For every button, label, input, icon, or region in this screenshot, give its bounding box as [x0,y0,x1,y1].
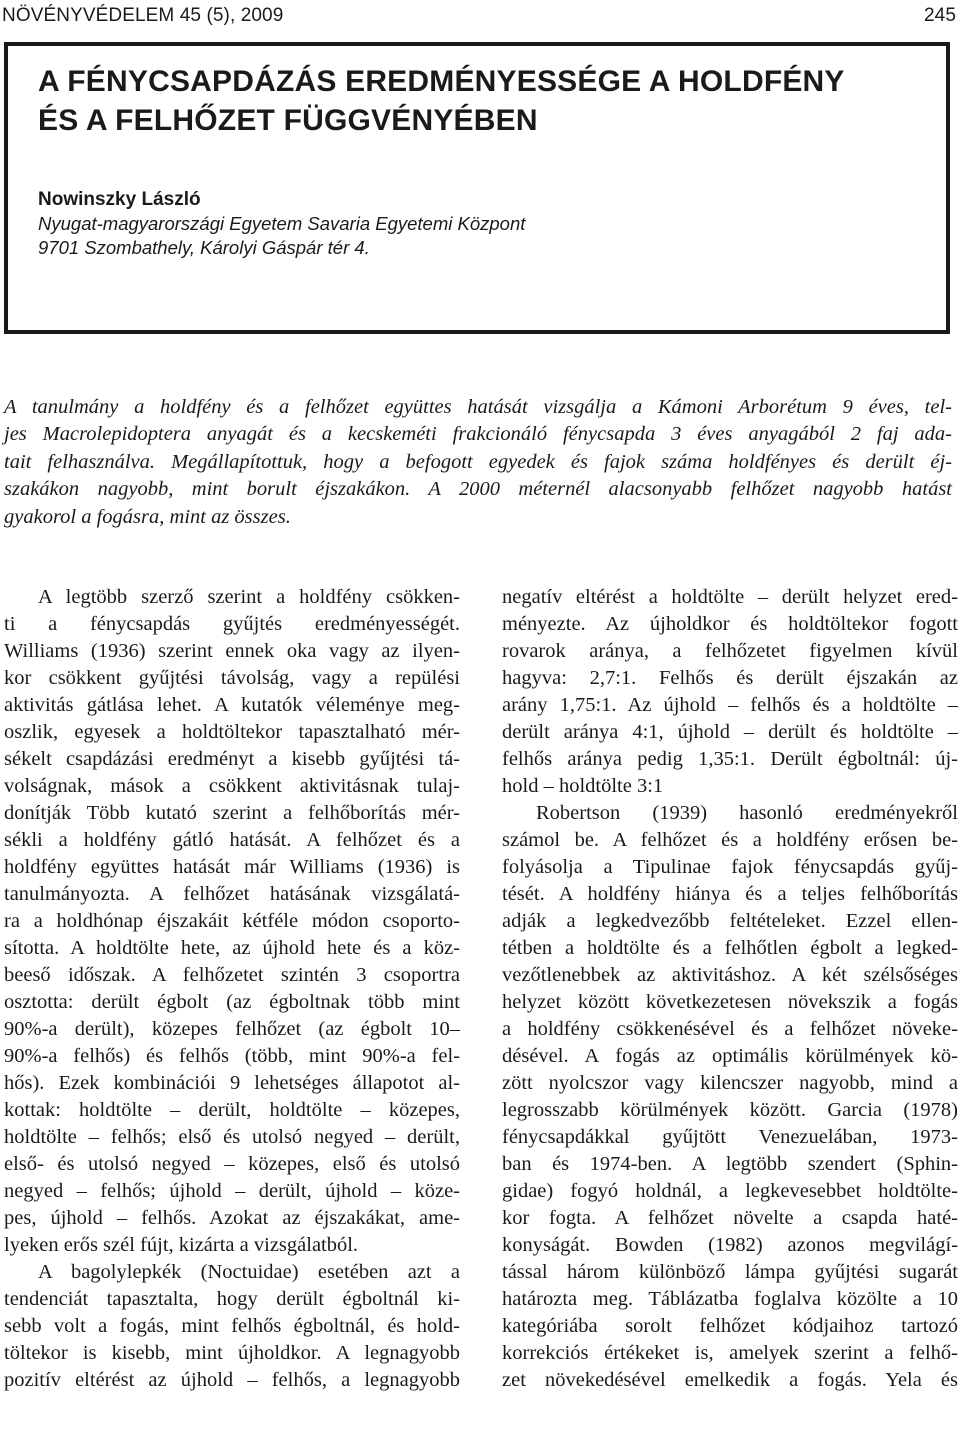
text-line: ményezte. Az újholdkor és holdtöltekor fogott [502,613,958,635]
text-line: töltekor is kisebb, mint újholdkor. A legnagyobb [4,1342,460,1364]
text-line: pozitív eltérést az újhold – felhős, a legnagyobb [4,1369,460,1391]
text-line: oszlik, egyesek a holdtöltekor tapasztalható mér- [4,721,460,743]
text-line: A bagolylepkék (Noctuidae) esetében azt a [38,1261,460,1283]
affiliation-line: Nyugat-magyarországi Egyetem Savaria Egyetemi Központ [38,213,526,234]
text-line: felhős aránya pedig 1,35:1. Derült égboltnál: új- [502,748,958,770]
title-line: ÉS A FELHŐZET FÜGGVÉNYÉBEN [38,104,538,137]
text-line: tését. A holdfény hiánya és a teljes felhőborítás [502,883,958,905]
text-line: aktivitás gátlása lehet. A kutatók véleménye meg- [4,694,460,716]
text-line: első- és utolsó negyed – közepes, első és utolsó [4,1153,460,1175]
author-name: Nowinszky László [38,189,201,210]
text-line: gidae) fogyó holdnál, a legkevesebbet holdtölte- [502,1180,958,1202]
text-line: désével. A fogás az optimális körülmények kö- [502,1045,958,1067]
text-line: 90%-a felhős) és felhős (több, mint 90%-a fel- [4,1045,460,1067]
text-line: vezőtlenebbek az aktivitáshoz. A két szélsőséges [502,964,958,986]
text-line: zött nyolcszor vagy kilencszer nagyobb, mind a [502,1072,958,1094]
abstract-line: tait felhasználva. Megállapítottuk, hogy a befogott egyedek és fajok száma holdfényes és derült éj- [4,450,952,473]
text-line: fénycsapdákkal gyűjtött Venezuelában, 1973- [502,1126,958,1148]
title-line: A FÉNYCSAPDÁZÁS EREDMÉNYESSÉGE A HOLDFÉNY [38,65,845,98]
text-line: tendenciát tapasztalta, hogy derült égboltnál ki- [4,1288,460,1310]
text-line: ti a fénycsapdás gyűjtés eredményességét. [4,613,460,635]
abstract-line: szakákon nagyobb, mint borult éjszakákon. A 2000 méternél alacsonyabb felhőzet nagyobb hatást [4,478,952,501]
body-paragraph [4,584,460,1259]
text-line: adják a legkedvezőbb feltételeket. Ezzel ellen- [502,910,958,932]
text-line: A legtöbb szerző szerint a holdfény csökken- [38,586,460,608]
text-line: tással három különböző lámpa gyűjtési sugarát [502,1261,958,1283]
abstract-line: jes Macrolepidoptera anyagát és a kecskeméti frakcionáló fénycsapda 3 éves anyagából 2 faj ada- [4,423,952,446]
text-line: sékelt csapdázási eredményt a kisebb gyűjtési tá- [4,748,460,770]
text-line: kategóriába sorolt felhőzet kódjaihoz tartozó [502,1315,958,1337]
text-line: arány 1,75:1. Az újhold – felhős és a holdtölte – [502,694,958,716]
text-line: beeső időszak. A felhőzetet szintén 3 csoportra [4,964,460,986]
text-line: rovarok aránya, a felhőzetet figyelmen kívül [502,640,958,662]
body-column-left [4,584,460,1394]
abstract [4,394,952,531]
article-title [38,62,845,140]
text-line: helyzet között következetesen növekszik a fogás [502,991,958,1013]
running-header [2,4,956,28]
text-line: pes, újhold – felhős. Azokat az éjszakákat, ame- [4,1207,460,1229]
abstract-line: gyakorol a fogásra, mint az összes. [4,505,291,528]
text-line: tanulmányozta. A felhőzet hatásának vizsgálatá- [4,883,460,905]
body-paragraph [4,1259,460,1394]
body-column-right [502,584,958,1394]
text-line: kor fogta. A felhőzet növelte a csapda haté- [502,1207,958,1229]
text-line: hagyva: 2,7:1. Felhős és derült éjszakán az [502,667,958,689]
text-line: számol be. A felhőzet és a holdfény erősen be- [502,829,958,851]
page-number: 245 [923,5,956,26]
text-line: sékli a holdfény gátló hatását. A felhőzet és a [4,829,460,851]
text-line: hold – holdtölte 3:1 [502,775,664,797]
abstract-line: A tanulmány a holdfény és a felhőzet együttes hatását vizsgálja a Kámoni Arborétum 9 éves, tel- [4,396,952,418]
body-paragraph [502,800,958,1394]
text-line: kor csökkent gyűjtési távolság, vagy a repülési [4,667,460,689]
text-line: konyságát. Bowden (1982) azonos megvilágí- [502,1234,958,1256]
text-line: folyásolja a Tipulinae fajok fénycsapdás gyűj- [502,856,958,878]
text-line: Robertson (1939) hasonló eredményekről [536,802,958,824]
text-line: negatív eltérést a holdtölte – derült helyzet ered- [502,586,958,608]
author-affiliation [38,212,525,260]
text-line: lyeken erős szél fújt, kizárta a vizsgálatból. [4,1234,359,1256]
body-paragraph [502,584,958,800]
text-line: ban és 1974-ben. A legtöbb szendert (Sphin- [502,1153,958,1175]
text-line: korrekciós értékeket is, amelyek szerint a felhő- [502,1342,958,1364]
text-line: zet növekedésével emelkedik a fogás. Yela és [502,1369,958,1391]
text-line: donítják Több kutató szerint a felhőborítás mér- [4,802,460,824]
text-line: a holdfény csökkenésével és a felhőzet növeke- [502,1018,958,1040]
text-line: tétben a holdtölte és a felhőtlen égbolt a legked- [502,937,958,959]
text-line: Williams (1936) szerint ennek oka vagy az ilyen- [4,640,460,662]
text-line: osztotta: derült égbolt (az égboltnak több mint [4,991,460,1013]
text-line: 90%-a derült), közepes felhőzet (az égbolt 10– [4,1018,460,1040]
text-line: volságnak, mások a csökkent aktivitásnak tulaj- [4,775,460,797]
text-line: határozta meg. Táblázatba foglalva közölte a 10 [502,1288,958,1310]
text-line: holdtölte – felhős; első és utolsó negyed – derült, [4,1126,460,1148]
text-line: hős). Ezek kombinációi 9 lehetséges állapotot al- [4,1072,460,1094]
text-line: sebb volt a fogás, mint felhős égboltnál, és hold- [4,1315,460,1337]
text-line: ra a holdhónap éjszakáit kétféle módon csoporto- [4,910,460,932]
affiliation-line: 9701 Szombathely, Károlyi Gáspár tér 4. [38,237,370,258]
text-line: derült aránya 4:1, újhold – derült és holdtölte – [502,721,958,743]
text-line: holdfény együttes hatását már Williams (1936) is [4,856,460,878]
text-line: legrosszabb körülmények között. Garcia (1978) [502,1099,958,1121]
text-line: negyed – felhős; újhold – derült, újhold – köze- [4,1180,460,1202]
journal-citation: NÖVÉNYVÉDELEM 45 (5), 2009 [2,5,284,26]
text-line: kottak: holdtölte – derült, holdtölte – közepes, [4,1099,460,1121]
text-line: sította. A holdtölte hete, az újhold hete és a köz- [4,937,460,959]
